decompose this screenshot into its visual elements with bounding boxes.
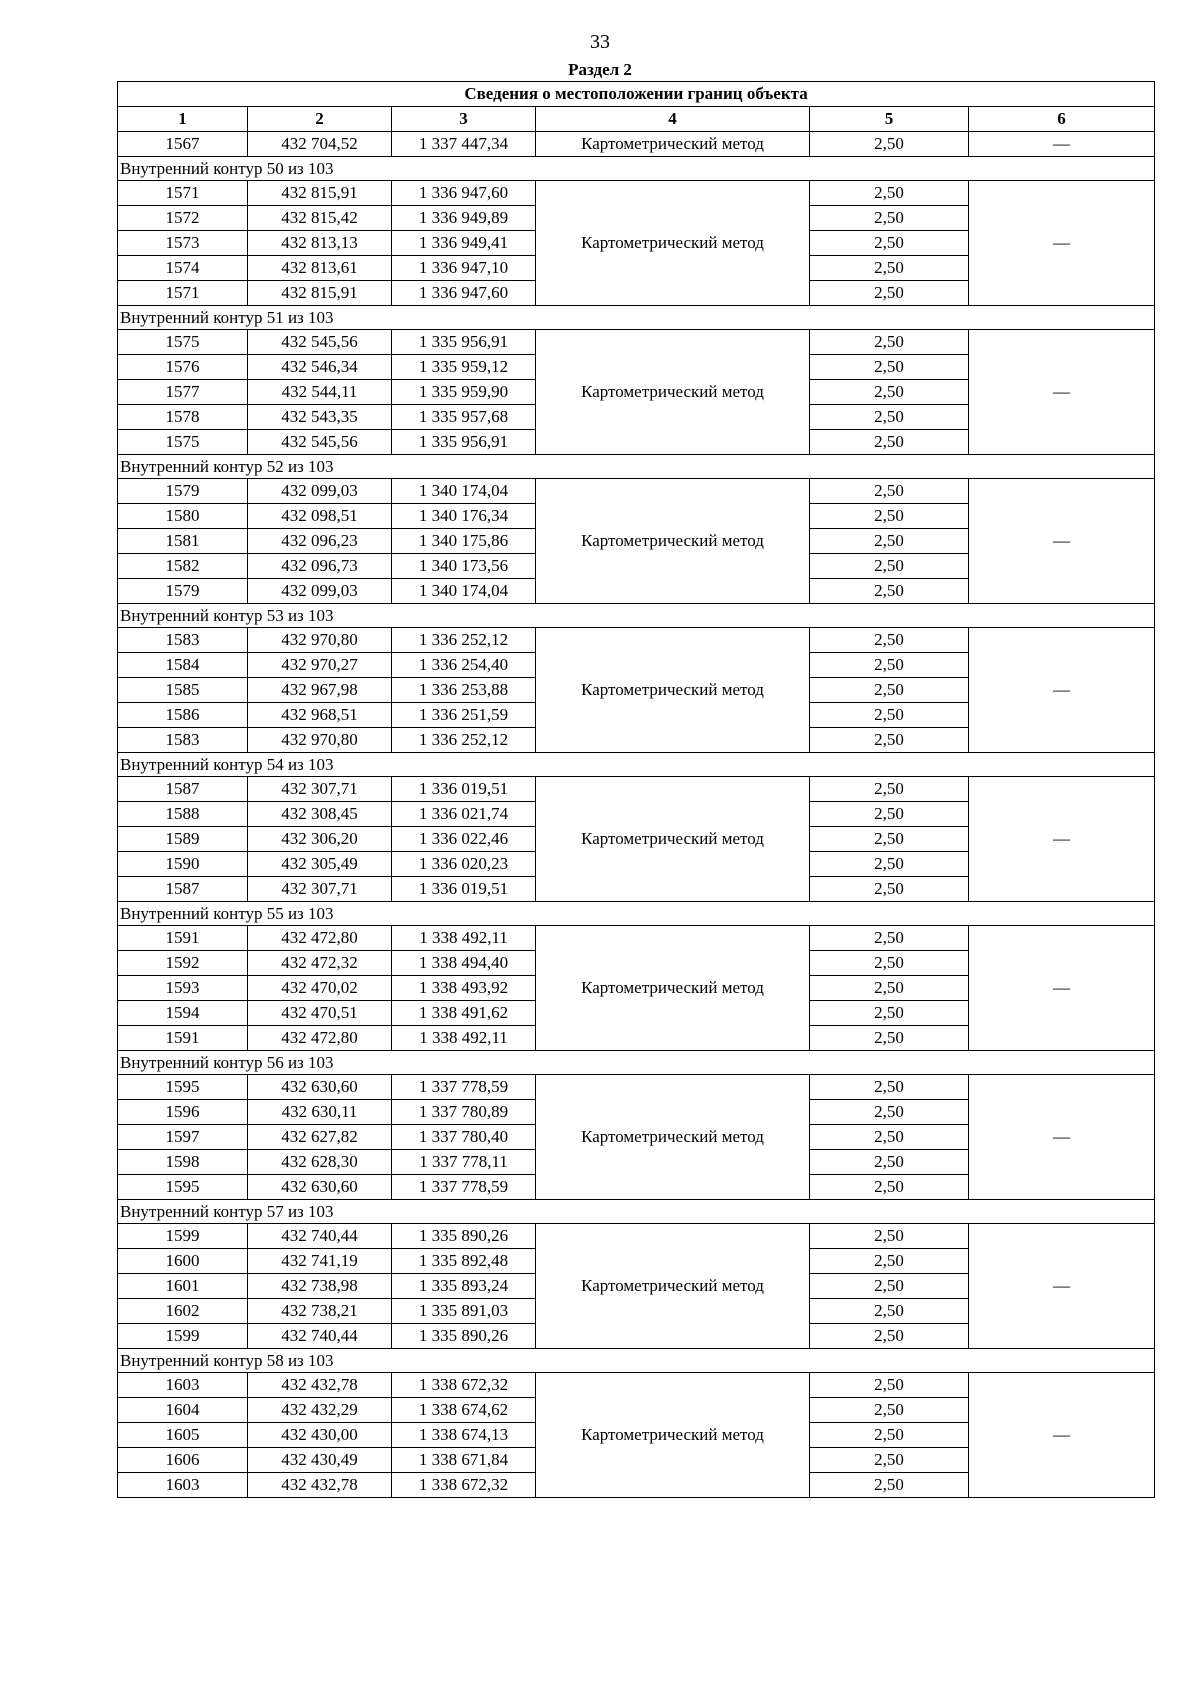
contour-header-row [118, 1051, 1155, 1075]
y-coordinate: 1 337 447,34 [392, 132, 536, 157]
y-coordinate: 1 336 020,23 [392, 852, 536, 877]
x-coordinate: 432 430,00 [248, 1423, 392, 1448]
point-number: 1595 [118, 1175, 248, 1200]
contour-title: Внутренний контур 54 из 103 [118, 753, 1155, 777]
accuracy-cell: 2,50 [810, 256, 969, 281]
y-coordinate: 1 336 947,60 [392, 181, 536, 206]
x-coordinate: 432 545,56 [248, 430, 392, 455]
x-coordinate: 432 432,78 [248, 1473, 392, 1498]
accuracy-cell: 2,50 [810, 181, 969, 206]
x-coordinate: 432 470,02 [248, 976, 392, 1001]
accuracy-cell: 2,50 [810, 405, 969, 430]
accuracy-cell: 2,50 [810, 579, 969, 604]
y-coordinate: 1 340 173,56 [392, 554, 536, 579]
point-number: 1586 [118, 703, 248, 728]
column-header: 5 [810, 107, 969, 132]
y-coordinate: 1 336 947,10 [392, 256, 536, 281]
x-coordinate: 432 472,32 [248, 951, 392, 976]
accuracy-cell: 2,50 [810, 1150, 969, 1175]
x-coordinate: 432 307,71 [248, 877, 392, 902]
method-cell: Картометрический метод [536, 926, 810, 1051]
y-coordinate: 1 336 252,12 [392, 728, 536, 753]
y-coordinate: 1 338 492,11 [392, 1026, 536, 1051]
y-coordinate: 1 336 021,74 [392, 802, 536, 827]
point-number: 1573 [118, 231, 248, 256]
table-row [118, 181, 1155, 206]
y-coordinate: 1 338 493,92 [392, 976, 536, 1001]
x-coordinate: 432 543,35 [248, 405, 392, 430]
accuracy-cell: 2,50 [810, 877, 969, 902]
page-number: 33 [590, 31, 610, 53]
y-coordinate: 1 336 947,60 [392, 281, 536, 306]
y-coordinate: 1 338 494,40 [392, 951, 536, 976]
method-cell: Картометрический метод [536, 628, 810, 753]
y-coordinate: 1 336 949,89 [392, 206, 536, 231]
x-coordinate: 432 305,49 [248, 852, 392, 877]
method-cell: Картометрический метод [536, 1075, 810, 1200]
point-number: 1592 [118, 951, 248, 976]
x-coordinate: 432 099,03 [248, 579, 392, 604]
accuracy-cell: 2,50 [810, 678, 969, 703]
contour-title: Внутренний контур 57 из 103 [118, 1200, 1155, 1224]
table-caption: Сведения о местоположении границ объекта [118, 82, 1155, 107]
accuracy-cell: 2,50 [810, 802, 969, 827]
x-coordinate: 432 740,44 [248, 1224, 392, 1249]
accuracy-cell: 2,50 [810, 206, 969, 231]
x-coordinate: 432 432,78 [248, 1373, 392, 1398]
x-coordinate: 432 630,60 [248, 1075, 392, 1100]
x-coordinate: 432 430,49 [248, 1448, 392, 1473]
point-number: 1575 [118, 330, 248, 355]
contour-header-row [118, 902, 1155, 926]
table-row [118, 1373, 1155, 1398]
point-number: 1589 [118, 827, 248, 852]
x-coordinate: 432 470,51 [248, 1001, 392, 1026]
table-row [118, 330, 1155, 355]
accuracy-cell: 2,50 [810, 330, 969, 355]
contour-title: Внутренний контур 51 из 103 [118, 306, 1155, 330]
method-cell: Картометрический метод [536, 1373, 810, 1498]
x-coordinate: 432 096,23 [248, 529, 392, 554]
contour-header-row [118, 604, 1155, 628]
accuracy-cell: 2,50 [810, 951, 969, 976]
y-coordinate: 1 337 778,59 [392, 1175, 536, 1200]
y-coordinate: 1 338 674,13 [392, 1423, 536, 1448]
point-number: 1576 [118, 355, 248, 380]
y-coordinate: 1 335 892,48 [392, 1249, 536, 1274]
y-coordinate: 1 336 019,51 [392, 777, 536, 802]
contour-header-row [118, 1349, 1155, 1373]
y-coordinate: 1 340 174,04 [392, 479, 536, 504]
contour-title: Внутренний контур 56 из 103 [118, 1051, 1155, 1075]
x-coordinate: 432 472,80 [248, 926, 392, 951]
y-coordinate: 1 340 176,34 [392, 504, 536, 529]
point-number: 1600 [118, 1249, 248, 1274]
x-coordinate: 432 970,80 [248, 628, 392, 653]
point-number: 1604 [118, 1398, 248, 1423]
accuracy-cell: 2,50 [810, 504, 969, 529]
accuracy-cell: 2,50 [810, 1026, 969, 1051]
y-coordinate: 1 335 957,68 [392, 405, 536, 430]
point-number: 1588 [118, 802, 248, 827]
dash-cell: — [969, 926, 1155, 1051]
point-number: 1598 [118, 1150, 248, 1175]
dash-cell: — [969, 1373, 1155, 1498]
contour-header-row [118, 753, 1155, 777]
accuracy-cell: 2,50 [810, 1125, 969, 1150]
y-coordinate: 1 338 491,62 [392, 1001, 536, 1026]
accuracy-cell: 2,50 [810, 653, 969, 678]
point-number: 1584 [118, 653, 248, 678]
accuracy-cell: 2,50 [810, 430, 969, 455]
x-coordinate: 432 741,19 [248, 1249, 392, 1274]
point-number: 1591 [118, 1026, 248, 1051]
point-number: 1567 [118, 132, 248, 157]
accuracy-cell: 2,50 [810, 1175, 969, 1200]
method-cell: Картометрический метод [536, 181, 810, 306]
column-header: 4 [536, 107, 810, 132]
table-row [118, 628, 1155, 653]
accuracy-cell: 2,50 [810, 1473, 969, 1498]
y-coordinate: 1 338 674,62 [392, 1398, 536, 1423]
x-coordinate: 432 815,91 [248, 281, 392, 306]
point-number: 1599 [118, 1224, 248, 1249]
method-cell: Картометрический метод [536, 132, 810, 157]
x-coordinate: 432 815,42 [248, 206, 392, 231]
contour-title: Внутренний контур 52 из 103 [118, 455, 1155, 479]
accuracy-cell: 2,50 [810, 529, 969, 554]
point-number: 1578 [118, 405, 248, 430]
contour-header-row [118, 306, 1155, 330]
y-coordinate: 1 337 780,89 [392, 1100, 536, 1125]
x-coordinate: 432 630,60 [248, 1175, 392, 1200]
x-coordinate: 432 967,98 [248, 678, 392, 703]
dash-cell: — [969, 181, 1155, 306]
point-number: 1575 [118, 430, 248, 455]
y-coordinate: 1 335 890,26 [392, 1224, 536, 1249]
point-number: 1587 [118, 777, 248, 802]
table-row [118, 132, 1155, 157]
table-row [118, 777, 1155, 802]
x-coordinate: 432 099,03 [248, 479, 392, 504]
column-header: 6 [969, 107, 1155, 132]
accuracy-cell: 2,50 [810, 926, 969, 951]
x-coordinate: 432 544,11 [248, 380, 392, 405]
x-coordinate: 432 968,51 [248, 703, 392, 728]
x-coordinate: 432 970,27 [248, 653, 392, 678]
point-number: 1602 [118, 1299, 248, 1324]
accuracy-cell: 2,50 [810, 827, 969, 852]
accuracy-cell: 2,50 [810, 1224, 969, 1249]
point-number: 1572 [118, 206, 248, 231]
dash-cell: — [969, 628, 1155, 753]
dash-cell: — [969, 132, 1155, 157]
y-coordinate: 1 340 174,04 [392, 579, 536, 604]
accuracy-cell: 2,50 [810, 1373, 969, 1398]
point-number: 1594 [118, 1001, 248, 1026]
dash-cell: — [969, 777, 1155, 902]
y-coordinate: 1 336 022,46 [392, 827, 536, 852]
y-coordinate: 1 338 672,32 [392, 1373, 536, 1398]
accuracy-cell: 2,50 [810, 1001, 969, 1026]
y-coordinate: 1 337 780,40 [392, 1125, 536, 1150]
y-coordinate: 1 338 671,84 [392, 1448, 536, 1473]
accuracy-cell: 2,50 [810, 976, 969, 1001]
x-coordinate: 432 098,51 [248, 504, 392, 529]
section-title: Раздел 2 [568, 60, 632, 79]
accuracy-cell: 2,50 [810, 1249, 969, 1274]
accuracy-cell: 2,50 [810, 554, 969, 579]
point-number: 1582 [118, 554, 248, 579]
accuracy-cell: 2,50 [810, 1324, 969, 1349]
dash-cell: — [969, 1224, 1155, 1349]
point-number: 1585 [118, 678, 248, 703]
y-coordinate: 1 335 956,91 [392, 330, 536, 355]
point-number: 1605 [118, 1423, 248, 1448]
point-number: 1587 [118, 877, 248, 902]
x-coordinate: 432 738,98 [248, 1274, 392, 1299]
contour-header-row [118, 1200, 1155, 1224]
y-coordinate: 1 336 019,51 [392, 877, 536, 902]
y-coordinate: 1 335 893,24 [392, 1274, 536, 1299]
y-coordinate: 1 335 959,90 [392, 380, 536, 405]
method-cell: Картометрический метод [536, 777, 810, 902]
y-coordinate: 1 338 492,11 [392, 926, 536, 951]
y-coordinate: 1 335 891,03 [392, 1299, 536, 1324]
x-coordinate: 432 970,80 [248, 728, 392, 753]
contour-title: Внутренний контур 55 из 103 [118, 902, 1155, 926]
y-coordinate: 1 340 175,86 [392, 529, 536, 554]
accuracy-cell: 2,50 [810, 1100, 969, 1125]
point-number: 1603 [118, 1473, 248, 1498]
dash-cell: — [969, 1075, 1155, 1200]
x-coordinate: 432 815,91 [248, 181, 392, 206]
accuracy-cell: 2,50 [810, 1398, 969, 1423]
y-coordinate: 1 336 252,12 [392, 628, 536, 653]
contour-header-row [118, 157, 1155, 181]
contour-title: Внутренний контур 53 из 103 [118, 604, 1155, 628]
accuracy-cell: 2,50 [810, 1448, 969, 1473]
point-number: 1596 [118, 1100, 248, 1125]
y-coordinate: 1 338 672,32 [392, 1473, 536, 1498]
accuracy-cell: 2,50 [810, 852, 969, 877]
accuracy-cell: 2,50 [810, 355, 969, 380]
x-coordinate: 432 307,71 [248, 777, 392, 802]
point-number: 1593 [118, 976, 248, 1001]
x-coordinate: 432 546,34 [248, 355, 392, 380]
dash-cell: — [969, 479, 1155, 604]
method-cell: Картометрический метод [536, 479, 810, 604]
x-coordinate: 432 096,73 [248, 554, 392, 579]
point-number: 1606 [118, 1448, 248, 1473]
point-number: 1579 [118, 579, 248, 604]
point-number: 1571 [118, 281, 248, 306]
x-coordinate: 432 813,61 [248, 256, 392, 281]
accuracy-cell: 2,50 [810, 479, 969, 504]
x-coordinate: 432 308,45 [248, 802, 392, 827]
point-number: 1590 [118, 852, 248, 877]
y-coordinate: 1 336 251,59 [392, 703, 536, 728]
accuracy-cell: 2,50 [810, 1274, 969, 1299]
table-row [118, 926, 1155, 951]
point-number: 1574 [118, 256, 248, 281]
accuracy-cell: 2,50 [810, 132, 969, 157]
accuracy-cell: 2,50 [810, 728, 969, 753]
dash-cell: — [969, 330, 1155, 455]
column-header: 1 [118, 107, 248, 132]
x-coordinate: 432 432,29 [248, 1398, 392, 1423]
y-coordinate: 1 337 778,11 [392, 1150, 536, 1175]
column-header: 2 [248, 107, 392, 132]
column-header: 3 [392, 107, 536, 132]
coordinates-table [117, 81, 1155, 1498]
y-coordinate: 1 336 949,41 [392, 231, 536, 256]
accuracy-cell: 2,50 [810, 1299, 969, 1324]
x-coordinate: 432 738,21 [248, 1299, 392, 1324]
point-number: 1599 [118, 1324, 248, 1349]
x-coordinate: 432 813,13 [248, 231, 392, 256]
point-number: 1583 [118, 728, 248, 753]
contour-title: Внутренний контур 58 из 103 [118, 1349, 1155, 1373]
point-number: 1580 [118, 504, 248, 529]
table-row [118, 1224, 1155, 1249]
x-coordinate: 432 630,11 [248, 1100, 392, 1125]
accuracy-cell: 2,50 [810, 777, 969, 802]
contour-header-row [118, 455, 1155, 479]
method-cell: Картометрический метод [536, 330, 810, 455]
point-number: 1583 [118, 628, 248, 653]
point-number: 1581 [118, 529, 248, 554]
y-coordinate: 1 337 778,59 [392, 1075, 536, 1100]
x-coordinate: 432 627,82 [248, 1125, 392, 1150]
accuracy-cell: 2,50 [810, 628, 969, 653]
point-number: 1591 [118, 926, 248, 951]
point-number: 1601 [118, 1274, 248, 1299]
accuracy-cell: 2,50 [810, 703, 969, 728]
table-row [118, 479, 1155, 504]
y-coordinate: 1 336 253,88 [392, 678, 536, 703]
y-coordinate: 1 335 890,26 [392, 1324, 536, 1349]
x-coordinate: 432 472,80 [248, 1026, 392, 1051]
point-number: 1579 [118, 479, 248, 504]
x-coordinate: 432 545,56 [248, 330, 392, 355]
method-cell: Картометрический метод [536, 1224, 810, 1349]
y-coordinate: 1 335 956,91 [392, 430, 536, 455]
x-coordinate: 432 704,52 [248, 132, 392, 157]
accuracy-cell: 2,50 [810, 1423, 969, 1448]
header-row [118, 107, 1155, 132]
accuracy-cell: 2,50 [810, 380, 969, 405]
y-coordinate: 1 335 959,12 [392, 355, 536, 380]
x-coordinate: 432 740,44 [248, 1324, 392, 1349]
accuracy-cell: 2,50 [810, 1075, 969, 1100]
point-number: 1597 [118, 1125, 248, 1150]
x-coordinate: 432 628,30 [248, 1150, 392, 1175]
y-coordinate: 1 336 254,40 [392, 653, 536, 678]
point-number: 1571 [118, 181, 248, 206]
x-coordinate: 432 306,20 [248, 827, 392, 852]
point-number: 1577 [118, 380, 248, 405]
accuracy-cell: 2,50 [810, 231, 969, 256]
point-number: 1603 [118, 1373, 248, 1398]
table-row [118, 1075, 1155, 1100]
accuracy-cell: 2,50 [810, 281, 969, 306]
point-number: 1595 [118, 1075, 248, 1100]
contour-title: Внутренний контур 50 из 103 [118, 157, 1155, 181]
